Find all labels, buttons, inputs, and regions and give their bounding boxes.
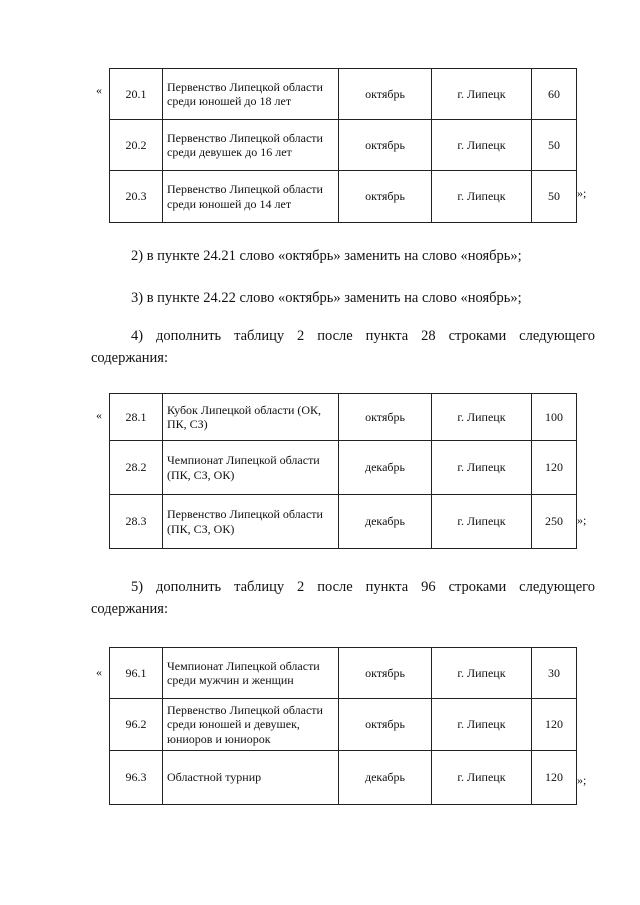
table-row <box>110 394 577 441</box>
table-row <box>110 120 577 171</box>
row-number: 20.1 <box>110 69 163 120</box>
participant-count: 60 <box>532 69 577 120</box>
row-number: 96.2 <box>110 699 163 751</box>
row-number: 96.1 <box>110 648 163 699</box>
event-month: октябрь <box>339 699 432 751</box>
paragraph-5-line-2: содержания: <box>91 601 169 617</box>
table-row <box>110 751 577 805</box>
row-number: 20.2 <box>110 120 163 171</box>
table-row <box>110 495 577 549</box>
event-place: г. Липецк <box>432 394 532 441</box>
table-row <box>110 69 577 120</box>
event-name: Кубок Липецкой области (ОК, ПК, СЗ) <box>163 394 339 441</box>
event-name: Чемпионат Липецкой области (ПК, СЗ, ОК) <box>163 441 339 495</box>
event-place: г. Липецк <box>432 751 532 805</box>
row-number: 28.2 <box>110 441 163 495</box>
paragraph-5-line-1: 5) дополнить таблицу 2 после пункта 96 строками следующего <box>131 579 595 595</box>
paragraph-5 <box>91 576 595 620</box>
table-row <box>110 441 577 495</box>
table1 <box>109 68 577 223</box>
event-place: г. Липецк <box>432 120 532 171</box>
event-place: г. Липецк <box>432 648 532 699</box>
table1-open-quote: « <box>96 83 102 97</box>
participant-count: 120 <box>532 441 577 495</box>
table2-close-quote: »; <box>577 513 587 527</box>
participant-count: 100 <box>532 394 577 441</box>
event-place: г. Липецк <box>432 699 532 751</box>
event-name: Чемпионат Липецкой области среди мужчин и женщин <box>163 648 339 699</box>
paragraph-4 <box>91 325 595 369</box>
table3-open-quote: « <box>96 665 102 679</box>
event-month: октябрь <box>339 171 432 223</box>
participant-count: 50 <box>532 171 577 223</box>
paragraph-2: 2) в пункте 24.21 слово «октябрь» заменить на слово «ноябрь»; <box>131 248 522 264</box>
event-month: декабрь <box>339 495 432 549</box>
event-name: Первенство Липецкой области среди юношей и девушек, юниоров и юниорок <box>163 699 339 751</box>
participant-count: 120 <box>532 751 577 805</box>
paragraph-3: 3) в пункте 24.22 слово «октябрь» заменить на слово «ноябрь»; <box>131 290 522 306</box>
event-month: октябрь <box>339 69 432 120</box>
participant-count: 30 <box>532 648 577 699</box>
paragraph-4-line-2: содержания: <box>91 350 169 366</box>
event-name: Областной турнир <box>163 751 339 805</box>
table1-close-quote: »; <box>577 186 587 200</box>
event-month: октябрь <box>339 648 432 699</box>
table2-open-quote: « <box>96 408 102 422</box>
event-place: г. Липецк <box>432 69 532 120</box>
event-place: г. Липецк <box>432 495 532 549</box>
row-number: 28.1 <box>110 394 163 441</box>
table-row <box>110 699 577 751</box>
event-month: октябрь <box>339 120 432 171</box>
event-month: октябрь <box>339 394 432 441</box>
event-place: г. Липецк <box>432 441 532 495</box>
table-row <box>110 171 577 223</box>
event-name: Первенство Липецкой области (ПК, СЗ, ОК) <box>163 495 339 549</box>
event-month: декабрь <box>339 751 432 805</box>
table2 <box>109 393 577 549</box>
event-name: Первенство Липецкой области среди юношей до 14 лет <box>163 171 339 223</box>
row-number: 96.3 <box>110 751 163 805</box>
participant-count: 120 <box>532 699 577 751</box>
event-month: декабрь <box>339 441 432 495</box>
event-name: Первенство Липецкой области среди юношей до 18 лет <box>163 69 339 120</box>
participant-count: 50 <box>532 120 577 171</box>
event-name: Первенство Липецкой области среди девушек до 16 лет <box>163 120 339 171</box>
row-number: 20.3 <box>110 171 163 223</box>
paragraph-4-line-1: 4) дополнить таблицу 2 после пункта 28 строками следующего <box>131 328 595 344</box>
row-number: 28.3 <box>110 495 163 549</box>
table3-close-quote: »; <box>577 773 587 787</box>
participant-count: 250 <box>532 495 577 549</box>
table3 <box>109 647 577 805</box>
event-place: г. Липецк <box>432 171 532 223</box>
table-row <box>110 648 577 699</box>
